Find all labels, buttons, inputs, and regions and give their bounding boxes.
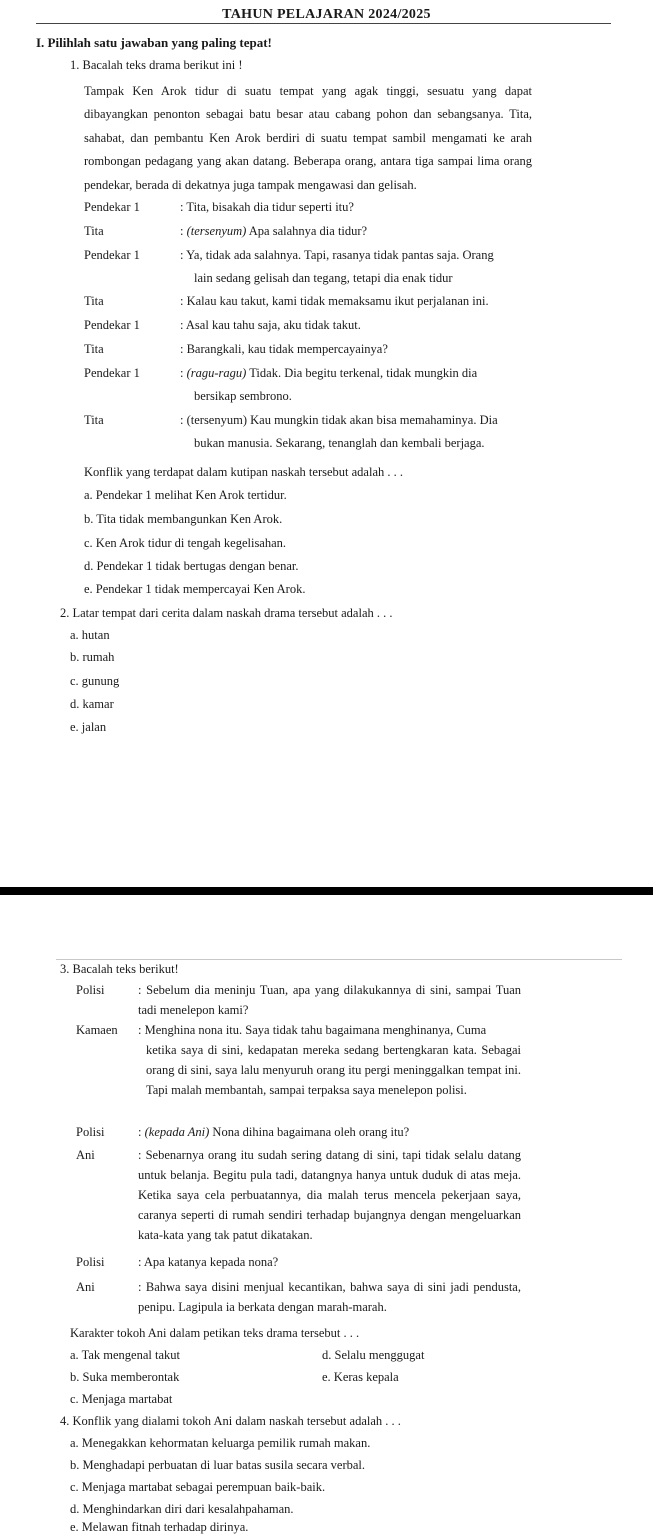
page-two-rule — [56, 959, 622, 960]
q3-intro: 3. Bacalah teks berikut! — [60, 962, 179, 976]
dialog-line: : Sebelum dia meninju Tuan, apa yang dilakukannya di sini, sampai Tuan tadi menelepon kami? — [138, 983, 521, 1017]
dialog-line-continued: bukan manusia. Sekarang, tenanglah dan kembali berjaga. — [194, 436, 485, 450]
dialog-speaker: Ani — [76, 1148, 95, 1162]
q2-option-b[interactable]: b. rumah — [70, 650, 115, 664]
dialog-line: : Kalau kau takut, kami tidak memaksamu ikut perjalanan ini. — [180, 294, 489, 308]
dialog-speaker: Pendekar 1 — [84, 200, 140, 214]
q1-narration: Tampak Ken Arok tidur di suatu tempat yang agak tinggi, sesuatu yang dapat dibayangkan penonton sebagai batu besar atau cabang pohon dan sebangsanya. Tita, sahabat, dan pembantu Ken Arok berdiri di suatu tempat sambil mengamati ke arah rombongan pedagang yang akan datang. Beberapa orang, antara tiga sampai lima orang pendekar, berada di dekatnya juga tampak mengawasi dan gelisah. — [84, 84, 532, 192]
dialog-speaker: Ani — [76, 1280, 95, 1294]
q4-prompt: 4. Konflik yang dialami tokoh Ani dalam naskah tersebut adalah . . . — [60, 1414, 401, 1428]
q3-option-a[interactable]: a. Tak mengenal takut — [70, 1348, 180, 1362]
dialog-speaker: Tita — [84, 413, 104, 427]
dialog-line: : Barangkali, kau tidak mempercayainya? — [180, 342, 388, 356]
dialog-line-prefix: : — [138, 1125, 145, 1139]
q4-option-d[interactable]: d. Menghindarkan diri dari kesalahpahaman. — [70, 1502, 294, 1516]
q1-intro: 1. Bacalah teks drama berikut ini ! — [70, 58, 243, 72]
q3-prompt: Karakter tokoh Ani dalam petikan teks drama tersebut . . . — [70, 1326, 360, 1340]
dialog-speaker: Polisi — [76, 983, 105, 997]
dialog-line: : Tita, bisakah dia tidur seperti itu? — [180, 200, 354, 214]
dialog-line: : Asal kau tahu saja, aku tidak takut. — [180, 318, 361, 332]
q2-option-a[interactable]: a. hutan — [70, 628, 110, 642]
stage-direction: (kepada Ani) — [144, 1125, 210, 1139]
q4-option-b[interactable]: b. Menghadapi perbuatan di luar batas susila secara verbal. — [70, 1458, 366, 1472]
q2-option-c[interactable]: c. gunung — [70, 674, 120, 688]
dialog-line: : Ya, tidak ada salahnya. Tapi, rasanya tidak pantas saja. Orang — [180, 248, 494, 262]
q4-option-a[interactable]: a. Menegakkan kehormatan keluarga pemilik rumah makan. — [70, 1436, 371, 1450]
q1-option-e[interactable]: e. Pendekar 1 tidak mempercayai Ken Arok. — [84, 582, 306, 596]
section-heading: I. Pilihlah satu jawaban yang paling tepat! — [36, 35, 272, 50]
dialog-line-continued: bersikap sembrono. — [194, 389, 292, 403]
q4-option-e[interactable]: e. Melawan fitnah terhadap dirinya. — [70, 1520, 249, 1534]
q3-option-d[interactable]: d. Selalu menggugat — [322, 1348, 425, 1362]
dialog-line-text: Tidak. Dia begitu terkenal, tidak mungkin dia — [246, 366, 478, 380]
dialog-line: : Menghina nona itu. Saya tidak tahu bagaimana menghinanya, Cuma — [138, 1023, 487, 1037]
q1-prompt: Konflik yang terdapat dalam kutipan naskah tersebut adalah . . . — [84, 465, 403, 479]
dialog-speaker: Polisi — [76, 1125, 105, 1139]
dialog-line — [180, 224, 367, 239]
stage-direction: (ragu-ragu) — [186, 366, 247, 380]
dialog-line: : Apa katanya kepada nona? — [138, 1255, 279, 1269]
q2-prompt: 2. Latar tempat dari cerita dalam naskah drama tersebut adalah . . . — [60, 606, 393, 620]
q3-option-e[interactable]: e. Keras kepala — [322, 1370, 399, 1384]
dialog-speaker: Pendekar 1 — [84, 366, 140, 380]
q4-option-c[interactable]: c. Menjaga martabat sebagai perempuan baik-baik. — [70, 1480, 326, 1494]
q1-option-c[interactable]: c. Ken Arok tidur di tengah kegelisahan. — [84, 536, 287, 550]
dialog-line-text: Apa salahnya dia tidur? — [246, 224, 368, 238]
dialog-line — [138, 1125, 409, 1140]
page-divider — [0, 887, 653, 895]
dialog-line: : Sebenarnya orang itu sudah sering datang di sini, tapi tidak selalu datang untuk belanja. Begitu pula tadi, datangnya hanya untuk duduk di atas meja. Ketika saya cela perbuatannya, dia malah terus mencela pekerjaan saya, caranya seperti di rumah sendiri terhadap bujangnya dengan mengeluarkan kata-kata yang tak patut dikatakan. — [138, 1148, 521, 1242]
q1-option-a[interactable]: a. Pendekar 1 melihat Ken Arok tertidur. — [84, 488, 287, 502]
q3-option-b[interactable]: b. Suka memberontak — [70, 1370, 180, 1384]
title-rule — [36, 23, 611, 24]
dialog-speaker: Pendekar 1 — [84, 248, 140, 262]
q3-option-c[interactable]: c. Menjaga martabat — [70, 1392, 173, 1406]
q2-option-e[interactable]: e. jalan — [70, 720, 107, 734]
page-title: TAHUN PELAJARAN 2024/2025 — [222, 7, 431, 22]
stage-direction: (tersenyum) — [186, 224, 247, 238]
q1-option-d[interactable]: d. Pendekar 1 tidak bertugas dengan benar. — [84, 559, 299, 573]
dialog-speaker: Tita — [84, 294, 104, 308]
q2-option-d[interactable]: d. kamar — [70, 697, 114, 711]
dialog-line: : (tersenyum) Kau mungkin tidak akan bisa memahaminya. Dia — [180, 413, 498, 427]
dialog-line-text: Nona dihina bagaimana oleh orang itu? — [209, 1125, 410, 1139]
q1-option-b[interactable]: b. Tita tidak membangunkan Ken Arok. — [84, 512, 283, 526]
dialog-speaker: Polisi — [76, 1255, 105, 1269]
dialog-speaker: Kamaen — [76, 1023, 118, 1037]
dialog-line-continued: lain sedang gelisah dan tegang, tetapi dia enak tidur — [194, 271, 453, 285]
dialog-line — [180, 366, 477, 381]
dialog-speaker: Pendekar 1 — [84, 318, 140, 332]
dialog-speaker: Tita — [84, 342, 104, 356]
dialog-line-prefix: : — [180, 366, 187, 380]
dialog-line: : Bahwa saya disini menjual kecantikan, bahwa saya di sini jadi pendusta, penipu. Lagipula ia berkata dengan marah-marah. — [138, 1280, 521, 1314]
dialog-line-prefix: : — [180, 224, 187, 238]
dialog-line-continued: ketika saya di sini, kedapatan mereka sedang bertengkaran kata. Sebagai orang di sini, saya lalu menyuruh orang itu pergi meninggalkan tempat ini. Tapi malah membantah, sampai terpaksa saya menelepon polisi. — [146, 1043, 521, 1097]
dialog-speaker: Tita — [84, 224, 104, 238]
